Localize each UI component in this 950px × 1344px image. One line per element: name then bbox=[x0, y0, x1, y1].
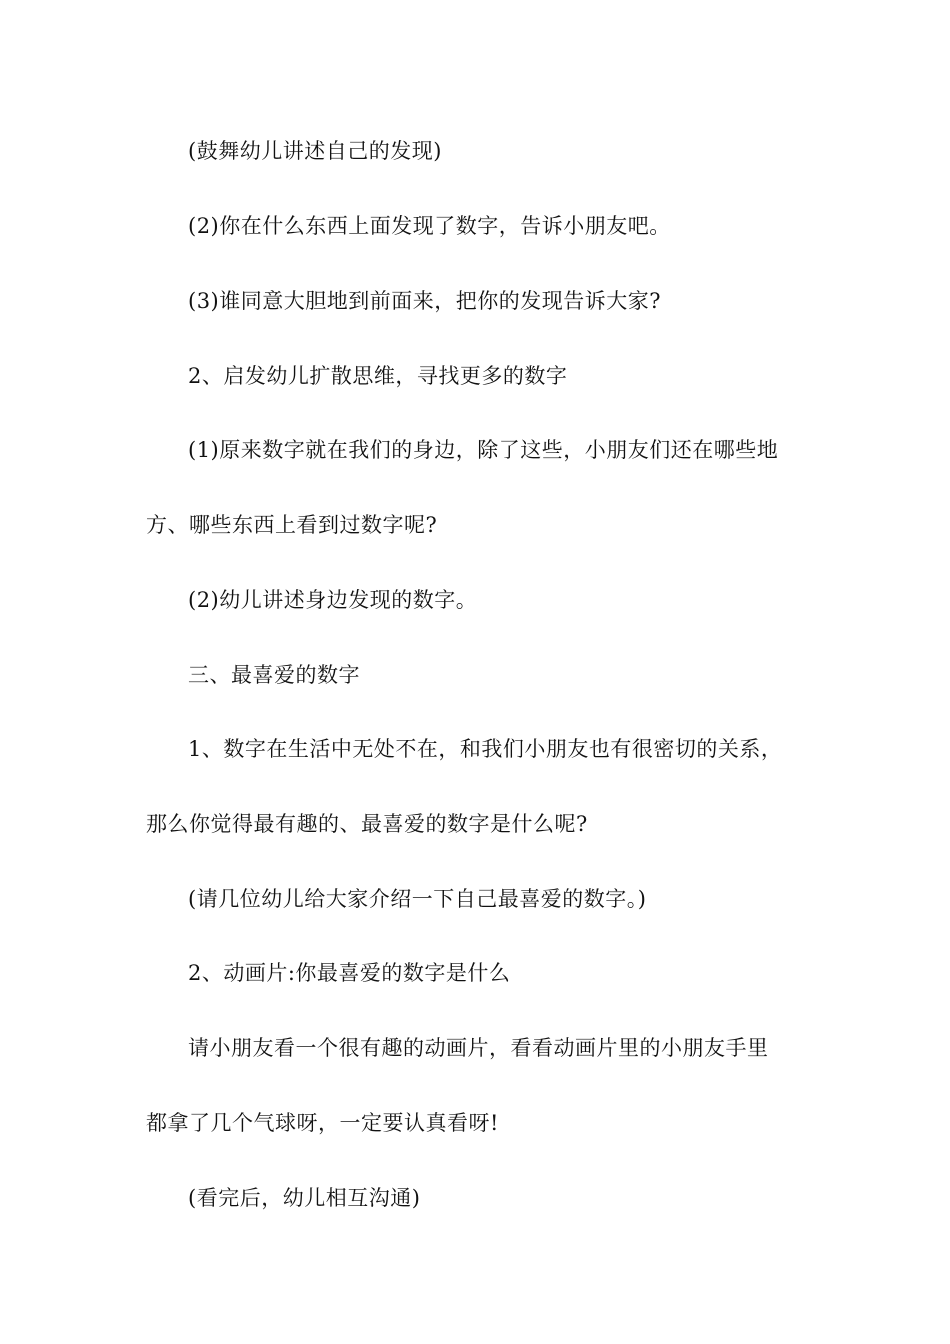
paragraph-line: 方、哪些东西上看到过数字呢? bbox=[146, 513, 438, 537]
section-heading: 2、动画片:你最喜爱的数字是什么 bbox=[188, 961, 511, 985]
paragraph-line: 1、数字在生活中无处不在，和我们小朋友也有很密切的关系， bbox=[188, 737, 783, 761]
section-heading: 2、启发幼儿扩散思维，寻找更多的数字 bbox=[188, 364, 568, 388]
paragraph-line: (3)谁同意大胆地到前面来，把你的发现告诉大家? bbox=[188, 289, 662, 313]
paragraph-line: (请几位幼儿给大家介绍一下自己最喜爱的数字。) bbox=[188, 887, 647, 911]
paragraph-line: (鼓舞幼儿讲述自己的发现) bbox=[188, 139, 442, 163]
paragraph-line: (2)你在什么东西上面发现了数字，告诉小朋友吧。 bbox=[188, 214, 671, 238]
paragraph-line: (2)幼儿讲述身边发现的数字。 bbox=[188, 588, 478, 612]
paragraph-line: 都拿了几个气球呀，一定要认真看呀! bbox=[146, 1111, 499, 1135]
paragraph-line: 那么你觉得最有趣的、最喜爱的数字是什么呢? bbox=[146, 812, 588, 836]
paragraph-line: (看完后，幼儿相互沟通) bbox=[188, 1186, 421, 1210]
paragraph-line: (1)原来数字就在我们的身边，除了这些，小朋友们还在哪些地 bbox=[188, 438, 779, 462]
section-heading: 三、最喜爱的数字 bbox=[188, 663, 360, 687]
paragraph-line: 请小朋友看一个很有趣的动画片，看看动画片里的小朋友手里 bbox=[188, 1036, 769, 1060]
